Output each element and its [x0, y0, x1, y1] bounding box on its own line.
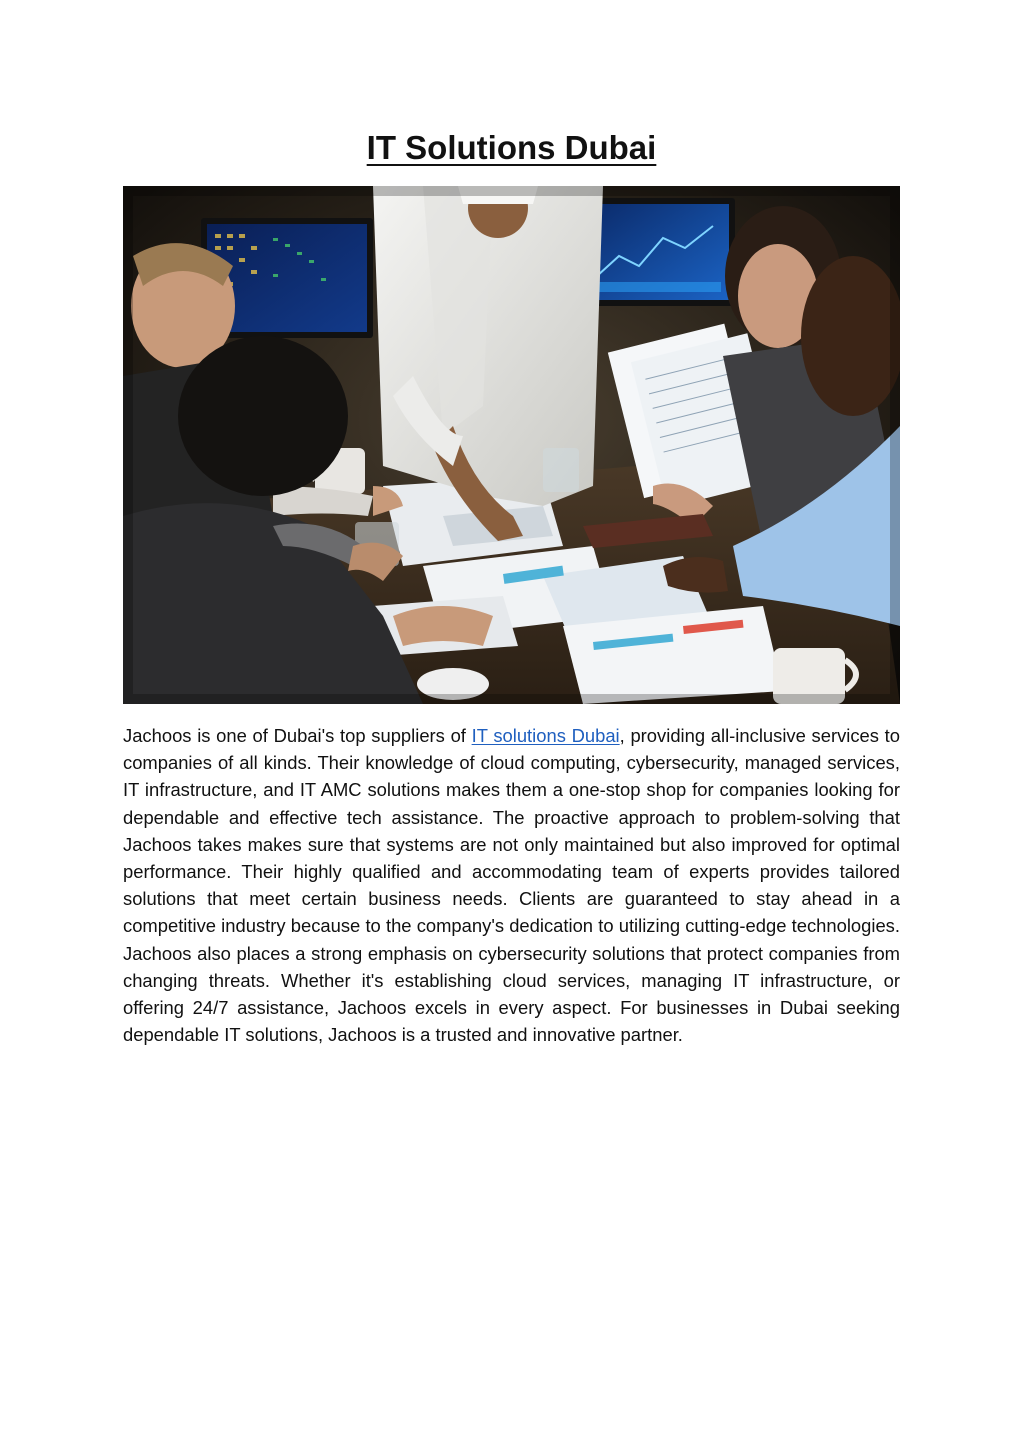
business-meeting-photo: [123, 186, 900, 704]
page-title: IT Solutions Dubai: [366, 129, 657, 166]
it-solutions-dubai-link[interactable]: IT solutions Dubai: [471, 725, 620, 746]
body-paragraph: [123, 722, 900, 1048]
paragraph-intro: Jachoos is one of Dubai's top suppliers of: [123, 725, 472, 746]
paragraph-rest: , providing all-inclusive services to companies of all kinds. Their knowledge of cloud computing, cybersecurity, managed services, IT infrastructure, and IT AMC solutions makes them a one-stop shop for companies looking for dependable and effective tech assistance. The proactive approach to problem-solving that Jachoos takes makes sure that systems are not only maintained but also improved for optimal performance. Their highly qualified and accommodating team of experts provides tailored solutions that meet certain business needs. Clients are guaranteed to stay ahead in a competitive industry because to the company's dedication to utilizing cutting-edge technologies. Jachoos also places a strong emphasis on cybersecurity solutions that protect companies from changing threats. Whether it's establishing cloud services, managing IT infrastructure, or offering 24/7 assistance, Jachoos excels in every aspect. For businesses in Dubai seeking dependable IT solutions, Jachoos is a trusted and innovative partner.: [123, 725, 901, 1046]
